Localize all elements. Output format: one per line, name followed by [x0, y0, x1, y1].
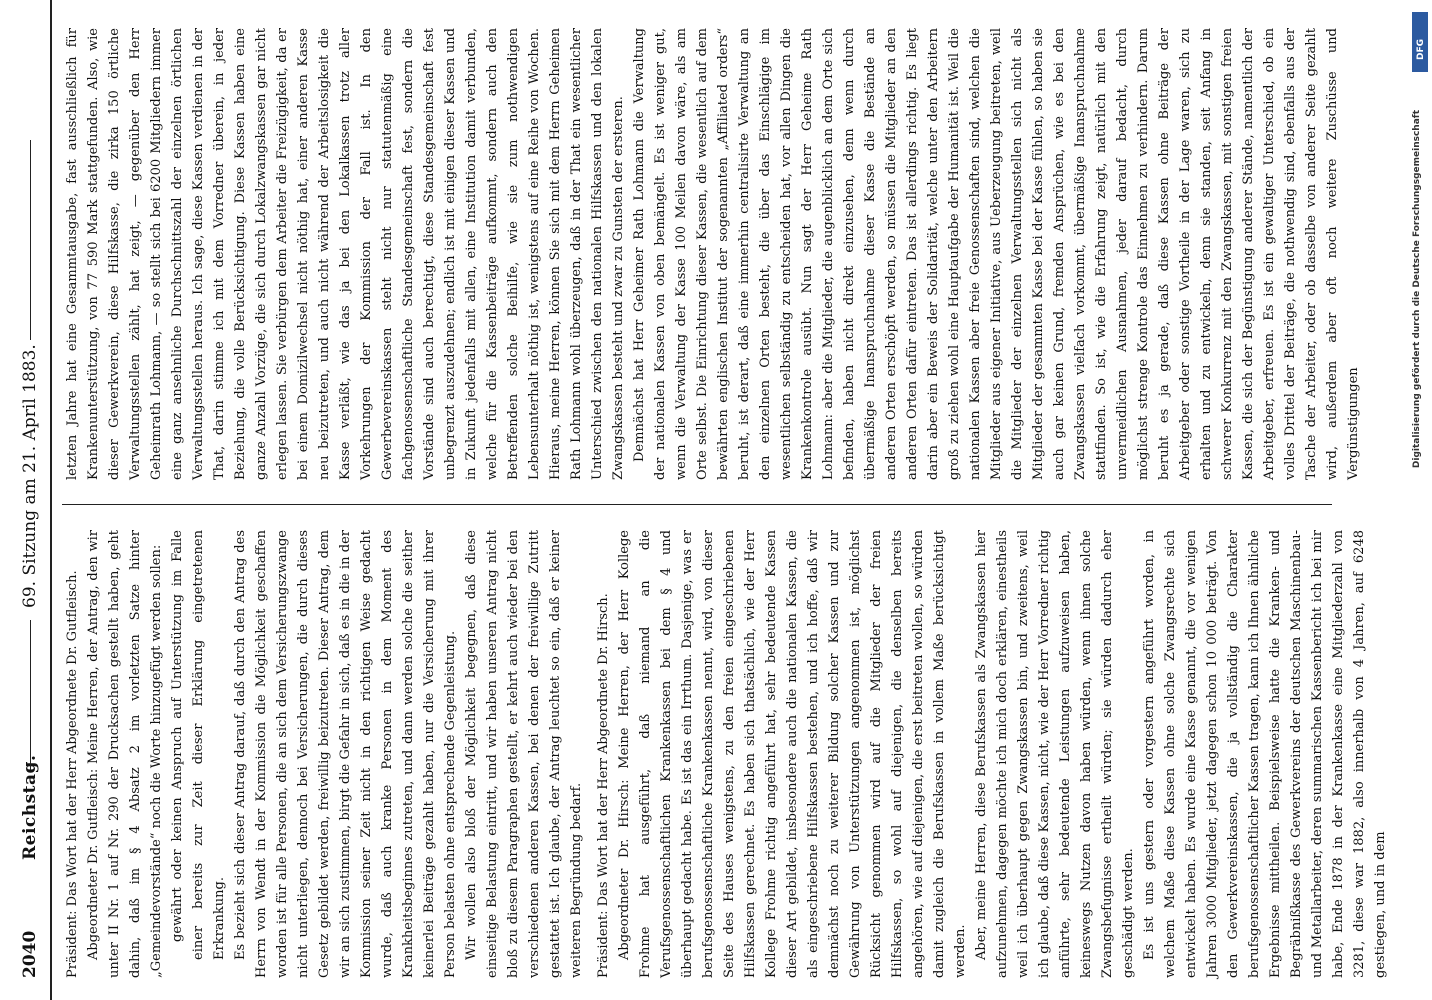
paragraph: Präsident: Das Wort hat der Herr Abgeordnete Dr. Hirsch. [596, 593, 611, 978]
dfg-logo: DFG [1412, 12, 1428, 72]
page-number: 2040 [20, 930, 40, 978]
column-divider [62, 504, 1332, 505]
paragraph: Abgeordneter Dr. Gutfleisch: Meine Herren, der Antrag, den wir unter II Nr. 1 auf Nr. 290 der Drucksachen gestellt haben, geht dahin, daß im § 4 Absatz 2 im vorletzten Satze hinter „Gemeindevorstände“ noch die Worte hinzugefügt werden sollen: [86, 530, 164, 978]
paragraph: Es bezieht sich dieser Antrag darauf, daß durch den Antrag des Herrn von Wendt in der Kommission die Möglichkeit geschaffen worden ist für alle Personen, die an sich dem Versicherungszwange nicht unterliegen, dennoch bei Versicherungen, die durch dieses Gesetz gebildet werden, freiwillig beizutreten. Dieser Antrag, dem wir an sich zustimmen, birgt die Gefahr in sich, daß es in die in der Kommission seiner Zeit nicht in den richtigen Weise gedacht wurde, daß auch kranke Personen in dem Moment des Krankheitsbeginnes zutreten, und dann werden solche die seither keinerlei Beiträge gezahlt haben, nur die Versicherung mit ihrer Person belasten ohne entsprechende Gegenleistung. [233, 530, 458, 978]
paragraph: Präsident: Das Wort hat der Herr Abgeordnete Dr. Gutfleisch. [65, 570, 80, 978]
page-header [14, 0, 48, 1000]
paragraph: Demnächst hat Herr Geheimer Rath Lohmann die Verwaltung der nationalen Kassen von oben bemängelt. Es ist weniger gut, wenn die Verwaltung der Kasse 100 Meilen davon wäre, als am Orte selbst. Die Einrichtung dieser Kassen, die wesentlich auf dem bewährten englischen Institut der sogenannten „Affiliated orders“ beruht, ist derart, daß eine immerhin centralisirte Verwaltung an den einzelnen Orten besteht, die über das Einschlägige im wesentlichen selbständig zu entscheiden hat, vor allen Dingen die Krankenkontrole ausübt. Nun sagt der Herr Geheime Rath Lohmann: aber die Mitglieder, die augenblicklich an dem Orte sich befinden, haben nicht direkt einzusehen, denn wenn durch übermäßige Inanspruchnahme dieser Kasse die Bestände an anderen Orten erschöpft werden, so müssen die Mitglieder an den anderen Orten dafür eintreten. Das ist allerdings richtig. Es liegt darin aber ein Beweis der Solidarität, welche unter den Arbeitern groß zu ziehen wohl eine Hauptaufgabe der Humanität ist. Weil die nationalen Kassen aber freie Genossenschaften sind, welchen die Mitglieder aus eigener Initiative, aus Ueberzeugung beitreten, weil die Mitglieder der einzelnen Verwaltungsstellen sich nicht als Mitglieder der gesammten Kasse bei der Kasse fühlen, so haben sie auch gar keinen Grund, fremden Ansprüchen, wie es bei den Zwangskassen vielfach vorkommt, übermäßige Inanspruchnahme stattfinden. So ist, wie die Erfahrung zeigt, natürlich mit den unvermeidlichen Ausnahmen, jeder darauf bedacht, durch möglichst strenge Kontrole das Einnehmen zu verhindern. Darum beruht es ja gerade, daß diese Kassen ohne Beiträge der Arbeitgeber oder sonstige Vortheile in der Lage waren, sich zu erhalten und zu entwickeln, denn sie standen, seit Anfang in schwerer Konkurrenz mit den Zwangskassen, mit sonstigen freien Kassen, die sich der Begünstigung anderer Stände, namentlich der Arbeitgeber, erfreuen. Es ist ein gewaltiger Unterschied, ob ein volles Drittel der Beiträge, die nothwendig sind, ebenfalls aus der Tasche der Arbeiter, oder ob dasselbe von anderer Seite gezahlt wird, außerdem aber oft noch weitere Zuschüsse und Vergünstigungen [632, 28, 1361, 480]
paragraph: Aber, meine Herren, diese Berufskassen als Zwangskassen hier aufzunehmen, dagegen möchte ich mich doch erklären, einestheils weil ich überhaupt gegen Zwangskassen bin, und zweitens, weil ich glaube, daß diese Kassen, nicht, wie der Herr Vorredner richtig anführte, sehr bedeutende Leistungen aufzuweisen haben, keineswegs Nutzen davon haben würden, wenn ihnen solche Zwangsbefugnisse ertheilt würden; sie würden dadurch eher geschädigt werden. [974, 530, 1136, 978]
header-rule-left [30, 620, 31, 770]
text-column-left [62, 530, 1388, 978]
session-title: 69. Sitzung am 21. April 1883. [20, 344, 40, 608]
quoted-amendment: gewährt oder keinen Anspruch auf Unterstützung im Falle einer bereits zur Zeit dieser Erklärung eingetretenen Erkrankung. [170, 530, 227, 960]
header-divider [50, 0, 52, 1000]
paragraph: Wir wollen also bloß der Möglichkeit begegnen, daß diese einseitige Belastung eintritt, und wir haben unseren Antrag nicht bloß zu diesem Paragraphen gestellt, er kehrt auch wieder bei den verschiedenen anderen Kassen, bei denen der freiwillige Zutritt gestattet ist. Ich glaube, der Antrag leuchtet so ein, daß er keiner weiteren Begründung bedarf. [464, 530, 584, 978]
header-rule-right [30, 140, 31, 340]
paragraph: Abgeordneter Dr. Hirsch: Meine Herren, der Herr Kollege Frohme hat ausgeführt, daß niemand an die Verufsgenossenschaftlichen Krankenkassen bei dem § 4 und überhaupt gedacht habe. Es ist das ein Irrthum. Dasjenige, was er berufsgenossenschaftliche Krankenkassen nennt, wird, von dieser Seite des Hauses wenigstens, zu den freien eingeschriebenen Hilfskassen gerechnet. Es haben sich thatsächlich, wie der Herr Kollege Frohme richtig angeführt hat, sehr bedeutende Kassen dieser Art gebildet, insbesondere auch die nationalen Kassen, die als eingeschriebene Hilfskassen bestehen, und ich hoffe, daß wir demnächst noch zu weiterer Bildung solcher Kassen und zur Gewährung von Unterstützungen angenommen ist, möglichst Rücksicht genommen wird auf die Mitglieder der freien Hilfskassen, so wohl auf diejenigen, die denselben bereits angehören, wie auf diejenigen, die erst beitreten wollen, so würden damit zugleich die Berufskassen in vollem Maße berücksichtigt werden. [617, 530, 968, 978]
digitization-note: Digitalisierung gefördert durch die Deutsche Forschungsgemeinschaft [1412, 110, 1422, 469]
text-column-right [62, 28, 1361, 480]
paragraph: letzten Jahre hat eine Gesammtausgabe, fast ausschließlich für Krankenunterstützung, von 77 590 Mark stattgefunden. Also, wie dieser Gewerkverein, diese Hilfskasse, die zirka 150 örtliche Verwaltungsstellen zählt, hat zeigt, — gegenüber den Herr Geheimrath Lohmann, — so stellt sich bei 6200 Mitgliedern immer eine ganz ansehnliche Durchschnittszahl der einzelnen örtlichen Verwaltungsstellen heraus. Ich sage, diese Kassen verdienen in der That, darin stimme ich mit dem Vorredner überein, in jeder Beziehung, die volle Berücksichtigung. Diese Kassen haben eine ganze Anzahl Vorzüge, die sich durch Lokalzwangskassen gar nicht erlegen lassen. Sie verbürgen dem Arbeiter die Freizügigkeit, da er bei einem Domizilwechsel nicht nöthig hat, einer anderen Kasse neu beizutreten, und auch nicht während der Arbeitslosigkeit die Kasse verläßt, wie das ja bei den Lokalkassen trotz aller Vorkehrungen der Kommission der Fall ist. In den Gewerbevereinskassen steht nicht nur statutenmäßig eine fachgenossenschaftliche Standesgemeinschaft fest, sondern die Vorstände sind auch berechtigt, diese Standesgemeinschaft fest unbegrenzt auszudehnen; endlich ist mit einigen dieser Kassen und in Zukunft jedenfalls mit allen, eine Institution damit verbunden, welche für die Kassenbeiträge aufkommt, sondern auch den Betreffenden solche Beihilfe, wie sie zum nothwendigen Lebensunterhalt nöthig ist, wenigstens auf eine Reihe von Wochen. Hieraus, meine Herren, können Sie sich mit dem Herrn Geheimen Rath Lohmann wohl überzeugen, daß in der That ein wesentlicher Unterschied zwischen den nationalen Hilfskassen und den lokalen Zwangskassen besteht und zwar zu Gunsten der ersteren. [65, 28, 626, 480]
paragraph: Es ist uns gestern oder vorgestern angeführt worden, in welchem Maße diese Kassen ohne solche Zwangsrechte sich entwickelt haben. Es wurde eine Kasse genannt, die vor wenigen Jahren 3000 Mitglieder, jetzt dagegen schon 10 000 beträgt. Von den Gewerkvereinskassen, die ja vollständig die Charakter berufsgenossenschaftlicher Kassen tragen, kann ich Ihnen ähnliche Ergebnisse mittheilen. Beispielsweise hatte die Kranken- und Begräbnißkasse des Gewerkvereins der deutschen Maschinenbau- und Metallarbeiter, deren summarischen Kassenbericht ich bei mir habe, Ende 1878 in der Krankenkasse eine Mitgliederzahl von 3281, diese war 1882, also innerhalb von 4 Jahren, auf 6248 gestiegen, und in dem [1142, 530, 1388, 978]
running-title: Reichstag. [20, 754, 40, 860]
